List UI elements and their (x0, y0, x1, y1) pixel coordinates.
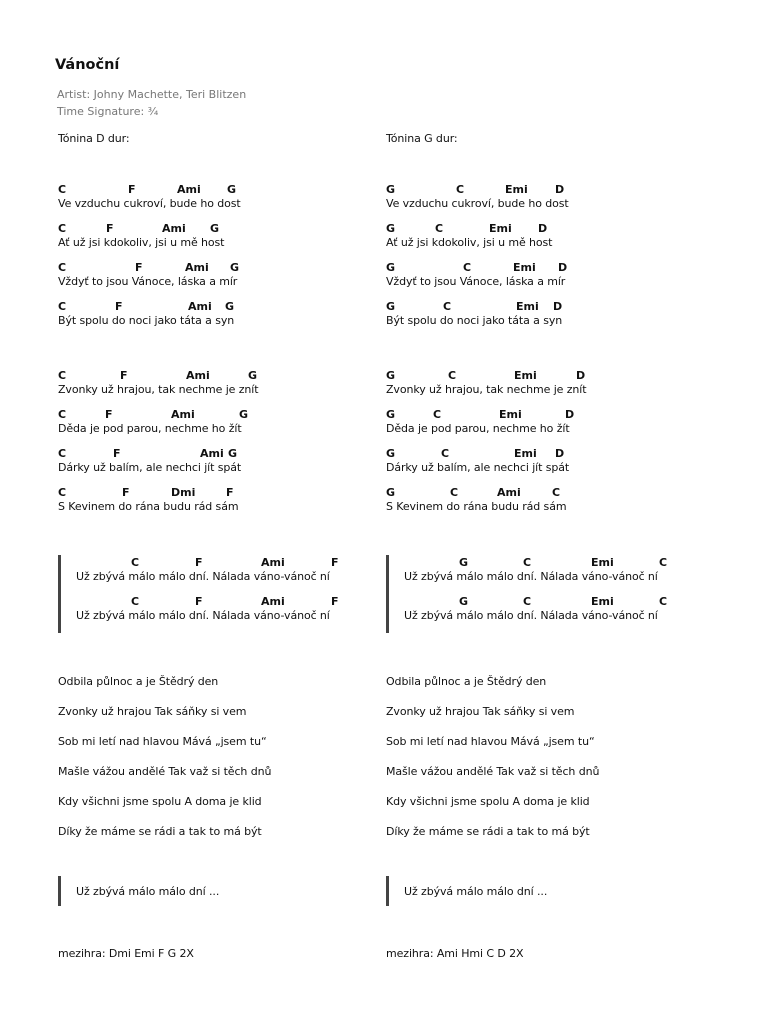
interlude-line: mezihra: Ami Hmi C D 2X (386, 947, 524, 960)
chord: C (433, 408, 442, 421)
chord: C (441, 447, 450, 460)
chord: F (226, 486, 234, 499)
lyric-line: Ať už jsi kdokoliv, jsi u mě host (58, 236, 225, 249)
time-signature: Time Signature: ¾ (57, 105, 159, 118)
lyric-line: Sob mi letí nad hlavou Mává „jsem tu“ (386, 735, 595, 748)
chord: Ami (200, 447, 224, 460)
chord: G (230, 261, 240, 274)
chord: C (448, 369, 457, 382)
chord: C (523, 556, 532, 569)
chord: G (239, 408, 249, 421)
chord: F (331, 595, 339, 608)
chord: C (58, 261, 67, 274)
chorus-bar (58, 555, 61, 633)
lyric-line: Sob mi letí nad hlavou Mává „jsem tu“ (58, 735, 267, 748)
chord: C (443, 300, 452, 313)
chord: F (128, 183, 136, 196)
lyric-line: Už zbývá málo málo dní. Nálada váno-vánoč ní (404, 609, 658, 622)
chord: Emi (513, 261, 536, 274)
chord: C (58, 408, 67, 421)
chord: G (386, 300, 396, 313)
chord: C (58, 300, 67, 313)
lyric-line: S Kevinem do rána budu rád sám (386, 500, 567, 513)
chord: G (210, 222, 220, 235)
chorus-bar (58, 876, 61, 906)
chord: Emi (591, 556, 614, 569)
lyric-line: Děda je pod parou, nechme ho žít (58, 422, 242, 435)
lyric-line: Kdy všichni jsme spolu A doma je klid (58, 795, 262, 808)
chord: G (248, 369, 258, 382)
chord: F (135, 261, 143, 274)
lyric-line: Ať už jsi kdokoliv, jsi u mě host (386, 236, 553, 249)
chord: F (122, 486, 130, 499)
chord: C (659, 556, 668, 569)
chord: G (459, 556, 469, 569)
chord: C (463, 261, 472, 274)
lyric-line: Dárky už balím, ale nechci jít spát (386, 461, 570, 474)
lyric-line: Už zbývá málo málo dní. Nálada váno-vánoč ní (404, 570, 658, 583)
chord: G (386, 447, 396, 460)
lyric-line: Ve vzduchu cukroví, bude ho dost (386, 197, 569, 210)
chorus-bar (386, 876, 389, 906)
chord: Emi (514, 369, 537, 382)
column-g-dur (386, 0, 716, 1024)
chord: D (538, 222, 548, 235)
chord: F (195, 595, 203, 608)
lyric-line: Mašle vážou andělé Tak važ si těch dnů (386, 765, 600, 778)
chord: F (115, 300, 123, 313)
lyric-line: Díky že máme se rádi a tak to má být (386, 825, 590, 838)
chord: C (523, 595, 532, 608)
key-label: Tónina D dur: (58, 132, 130, 145)
chord: Ami (261, 556, 285, 569)
chord: D (565, 408, 575, 421)
chord: G (228, 447, 238, 460)
chord: Ami (261, 595, 285, 608)
chord: D (555, 183, 565, 196)
chorus-bar (386, 555, 389, 633)
chord: D (555, 447, 565, 460)
chord: F (106, 222, 114, 235)
chorus-reference: Už zbývá málo málo dní ... (76, 885, 220, 898)
chord: Emi (516, 300, 539, 313)
lyric-line: Zvonky už hrajou Tak sáňky si vem (58, 705, 247, 718)
lyric-line: Vždyť to jsou Vánoce, láska a mír (58, 275, 238, 288)
chord: F (105, 408, 113, 421)
chord: D (553, 300, 563, 313)
lyric-line: Dárky už balím, ale nechci jít spát (58, 461, 242, 474)
lyric-line: Zvonky už hrajou Tak sáňky si vem (386, 705, 575, 718)
key-label: Tónina G dur: (386, 132, 458, 145)
chord: G (386, 183, 396, 196)
lyric-line: Díky že máme se rádi a tak to má být (58, 825, 262, 838)
chord: G (386, 486, 396, 499)
chord: Emi (505, 183, 528, 196)
chord: F (195, 556, 203, 569)
lyric-line: S Kevinem do rána budu rád sám (58, 500, 239, 513)
chord: Ami (162, 222, 186, 235)
chord: Ami (186, 369, 210, 382)
chord: D (558, 261, 568, 274)
chord: Ami (188, 300, 212, 313)
chord: C (58, 369, 67, 382)
lyric-line: Odbila půlnoc a je Štědrý den (58, 675, 219, 688)
chord: G (386, 369, 396, 382)
chord: C (58, 222, 67, 235)
chord: Ami (177, 183, 201, 196)
chord: C (456, 183, 465, 196)
lyric-line: Už zbývá málo málo dní. Nálada váno-vánoč ní (76, 609, 330, 622)
lyric-line: Už zbývá málo málo dní. Nálada váno-vánoč ní (76, 570, 330, 583)
chord: G (386, 408, 396, 421)
chord: F (331, 556, 339, 569)
chord: D (576, 369, 586, 382)
artist-line: Artist: Johny Machette, Teri Blitzen (57, 88, 247, 101)
chord: C (552, 486, 561, 499)
chord: Emi (499, 408, 522, 421)
chord: Emi (489, 222, 512, 235)
chord: G (386, 261, 396, 274)
chord: G (227, 183, 237, 196)
chord: F (113, 447, 121, 460)
chord: G (386, 222, 396, 235)
lyric-line: Vždyť to jsou Vánoce, láska a mír (386, 275, 566, 288)
chord: C (659, 595, 668, 608)
chord: C (58, 183, 67, 196)
lyric-line: Odbila půlnoc a je Štědrý den (386, 675, 547, 688)
interlude-line: mezihra: Dmi Emi F G 2X (58, 947, 194, 960)
chord: C (435, 222, 444, 235)
lyric-line: Mašle vážou andělé Tak važ si těch dnů (58, 765, 272, 778)
chord: C (58, 486, 67, 499)
chord: G (225, 300, 235, 313)
lyric-line: Kdy všichni jsme spolu A doma je klid (386, 795, 590, 808)
chord: Ami (497, 486, 521, 499)
lyric-line: Být spolu do noci jako táta a syn (386, 314, 563, 327)
chord: C (450, 486, 459, 499)
chord: G (459, 595, 469, 608)
chord: C (131, 595, 140, 608)
song-title: Vánoční (55, 57, 120, 73)
column-d-dur (58, 0, 388, 1024)
chord: C (131, 556, 140, 569)
chord: Emi (591, 595, 614, 608)
chord: Emi (514, 447, 537, 460)
lyric-line: Být spolu do noci jako táta a syn (58, 314, 235, 327)
chord: C (58, 447, 67, 460)
chorus-reference: Už zbývá málo málo dní ... (404, 885, 548, 898)
chord: F (120, 369, 128, 382)
lyric-line: Zvonky už hrajou, tak nechme je znít (58, 383, 259, 396)
lyric-line: Děda je pod parou, nechme ho žít (386, 422, 570, 435)
chord: Ami (185, 261, 209, 274)
lyric-line: Ve vzduchu cukroví, bude ho dost (58, 197, 241, 210)
chord: Ami (171, 408, 195, 421)
lyric-line: Zvonky už hrajou, tak nechme je znít (386, 383, 587, 396)
chord: Dmi (171, 486, 196, 499)
